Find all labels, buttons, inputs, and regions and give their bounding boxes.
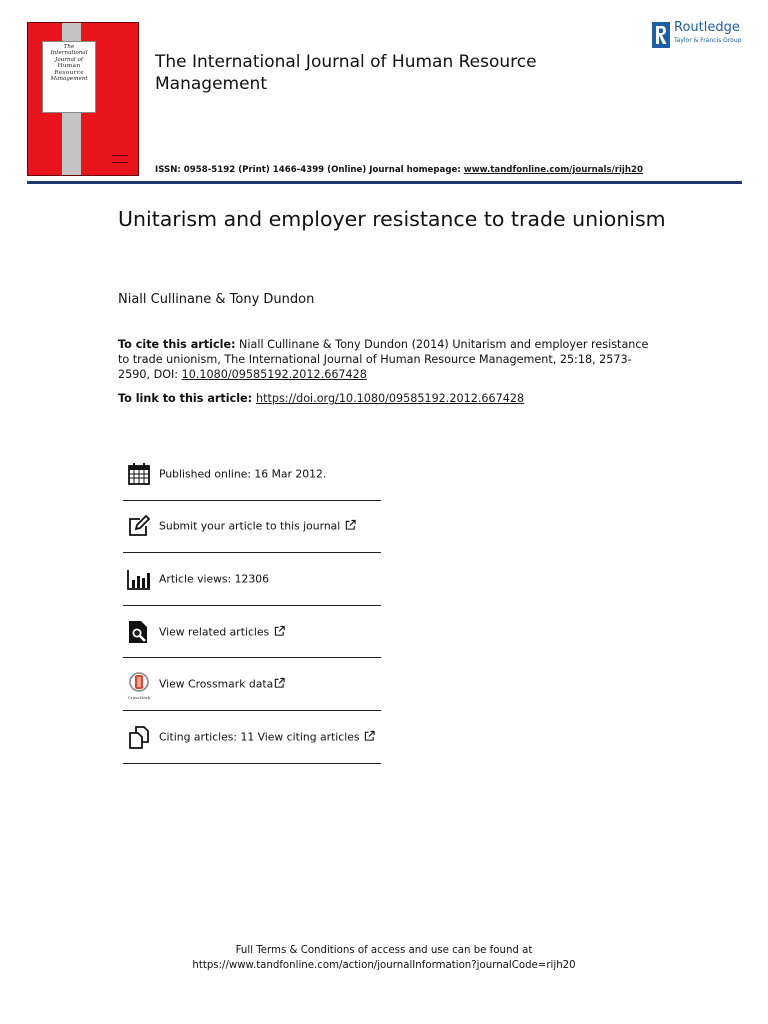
related-label: View related articles: [159, 625, 270, 639]
cover-line: Management: [50, 76, 88, 83]
views-row: [123, 553, 381, 606]
journal-title: The International Journal of Human Resource Management: [155, 52, 537, 94]
link-label: To link to this article:: [118, 392, 256, 405]
footer-terms-url[interactable]: https://www.tandfonline.com/action/journalInformation?journalCode=rijh20: [192, 960, 576, 971]
crossmark-icon: [127, 672, 151, 701]
published-date: Published online: 16 Mar 2012.: [159, 467, 327, 481]
issn-line: [155, 165, 643, 175]
journal-cover: [27, 22, 139, 176]
footer-line-1: Full Terms & Conditions of access and use can be found at: [235, 945, 533, 956]
crossmark-logo-text: CrossMark: [127, 695, 151, 701]
external-link-icon: [274, 678, 285, 689]
cover-line: Human: [57, 63, 81, 70]
crossmark-row[interactable]: [123, 658, 381, 711]
citation-block: [118, 337, 663, 382]
cite-label: To cite this article:: [118, 338, 236, 351]
article-link-line: [118, 391, 524, 406]
copy-pages-icon: [127, 725, 151, 749]
article-info-list: [123, 448, 381, 764]
bar-chart-icon: [127, 567, 151, 591]
related-articles-link[interactable]: [159, 625, 285, 638]
cover-title-label: [42, 41, 96, 113]
cover-line: Resource: [54, 69, 84, 76]
related-row[interactable]: [123, 606, 381, 659]
edit-icon: [127, 514, 151, 538]
publisher-subtitle: Taylor & Francis Group: [674, 37, 742, 44]
cover-line: International: [50, 50, 88, 57]
crossmark-link[interactable]: [159, 678, 285, 691]
external-link-icon: [274, 625, 285, 636]
issn-text: ISSN: 0958-5192 (Print) 1466-4399 (Online) Journal homepage:: [155, 165, 464, 175]
crossmark-label: View Crossmark data: [159, 677, 274, 691]
external-link-icon: [345, 520, 356, 531]
terms-footer: [0, 943, 768, 973]
submit-row[interactable]: [123, 501, 381, 554]
cover-line: Journal of: [55, 56, 83, 63]
published-row: [123, 448, 381, 501]
article-views: Article views: 12306: [159, 572, 269, 586]
cover-line: The: [63, 44, 75, 50]
doi-link[interactable]: 10.1080/09585192.2012.667428: [181, 368, 367, 381]
citing-label: Citing articles: 11 View citing articles: [159, 730, 360, 744]
publisher-logo[interactable]: [652, 20, 748, 48]
document-search-icon: [127, 620, 151, 644]
article-authors: Niall Cullinane & Tony Dundon: [118, 292, 315, 307]
article-title: Unitarism and employer resistance to trade unionism: [118, 207, 666, 231]
cite-text: Niall Cullinane & Tony Dundon (2014) Unitarism and employer resistance to trade unionism, The International Journal of Human Resource Management, 25:18, 2573-2590, DOI:: [118, 338, 649, 381]
citing-articles-link[interactable]: [159, 730, 375, 743]
publisher-name: Routledge: [674, 20, 740, 35]
article-url-link[interactable]: https://doi.org/10.1080/09585192.2012.667428: [256, 392, 525, 405]
calendar-icon: [127, 462, 151, 486]
header-divider: [27, 181, 742, 184]
citing-row[interactable]: [123, 711, 381, 764]
crossmark-badge: [128, 672, 150, 692]
journal-homepage-link[interactable]: www.tandfonline.com/journals/rijh20: [463, 165, 643, 175]
routledge-r-icon: [652, 22, 670, 48]
external-link-icon: [364, 730, 375, 741]
submit-article-link[interactable]: [159, 520, 356, 533]
cover-publisher-mark: [112, 155, 128, 163]
submit-label: Submit your article to this journal: [159, 519, 341, 533]
